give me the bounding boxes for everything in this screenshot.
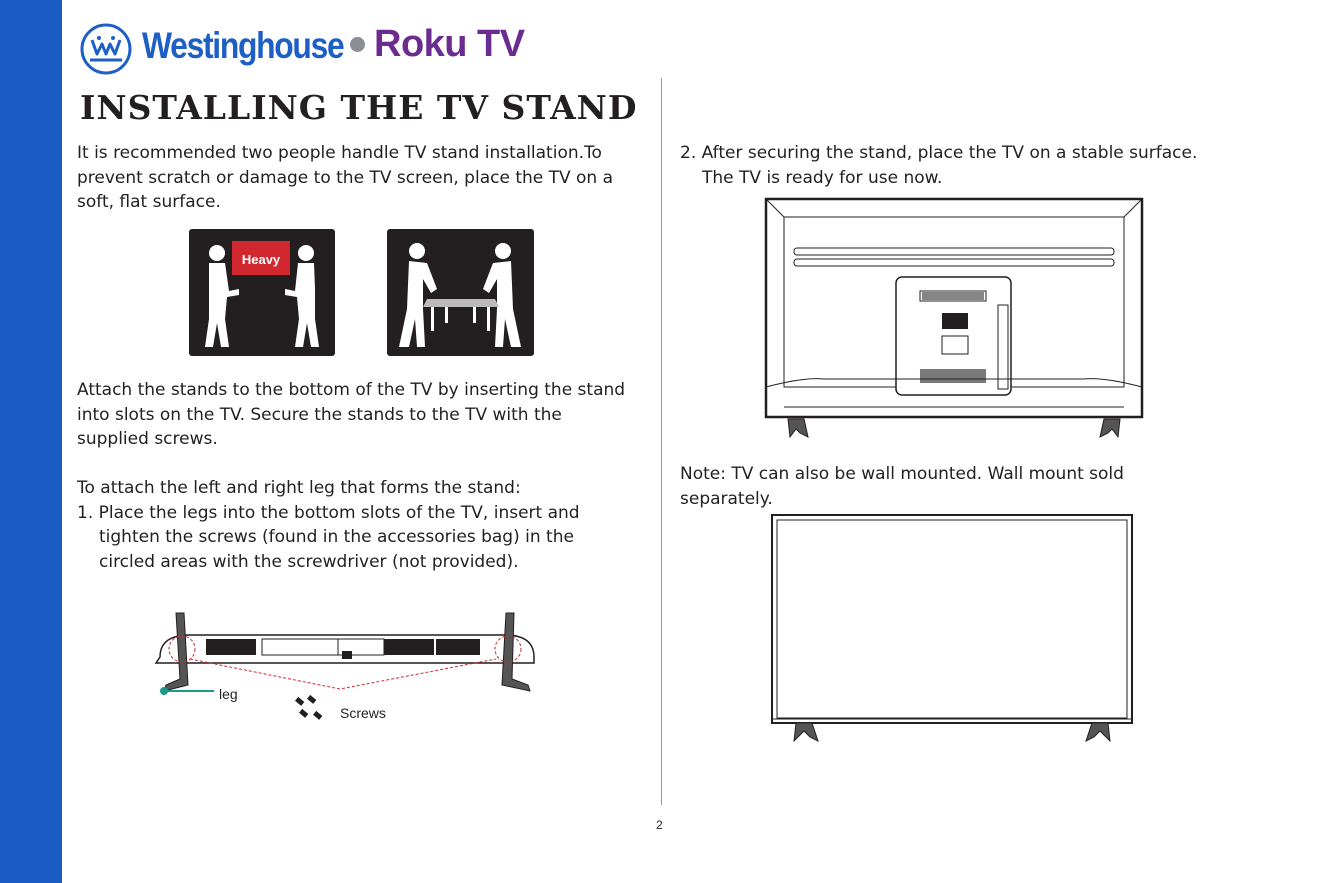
page-number: 2 <box>656 818 663 832</box>
blue-sidebar <box>0 0 62 883</box>
tv-back-view-diagram <box>764 197 1146 439</box>
column-divider <box>661 78 662 805</box>
leg-label: leg <box>219 686 238 702</box>
screws-label: Screws <box>340 705 386 721</box>
step-2-text <box>680 141 1310 190</box>
place-tv-on-table-image <box>387 229 534 356</box>
step-2-line-2: The TV is ready for use now. <box>702 167 943 188</box>
tv-front-view-diagram <box>770 513 1136 745</box>
step-1-line-2: tighten the screws (found in the accessories bag) in the <box>99 527 574 547</box>
brand-westinghouse: Westinghouse <box>142 25 344 66</box>
steps-instructions <box>77 476 657 574</box>
brand-roku-tv: Roku TV <box>374 23 525 65</box>
intro-text: It is recommended two people handle TV stand installation.To prevent scratch or damage to the TV screen, place the TV on a soft, flat surface. <box>77 143 614 212</box>
two-people-carry-image <box>189 229 335 356</box>
attach-text: Attach the stands to the bottom of the TV by inserting the stand into slots on the TV. Secure the stands to the TV with the supplied screws. <box>77 380 626 449</box>
page-title: INSTALLING THE TV STAND <box>80 88 638 127</box>
step-1-line-3: circled areas with the screwdriver (not provided). <box>99 551 519 572</box>
steps-intro: To attach the left and right leg that forms the stand: <box>77 478 521 498</box>
heavy-label: Heavy <box>241 252 281 267</box>
step-2-line-1: 2. After securing the stand, place the TV on a stable surface. <box>680 143 1198 163</box>
brand-separator-dot <box>350 37 365 52</box>
wall-mount-note: Note: TV can also be wall mounted. Wall mount sold separately. <box>680 464 1124 509</box>
westinghouse-logo-icon <box>78 22 138 76</box>
step-1-line-1: 1. Place the legs into the bottom slots of the TV, insert and <box>77 502 580 523</box>
